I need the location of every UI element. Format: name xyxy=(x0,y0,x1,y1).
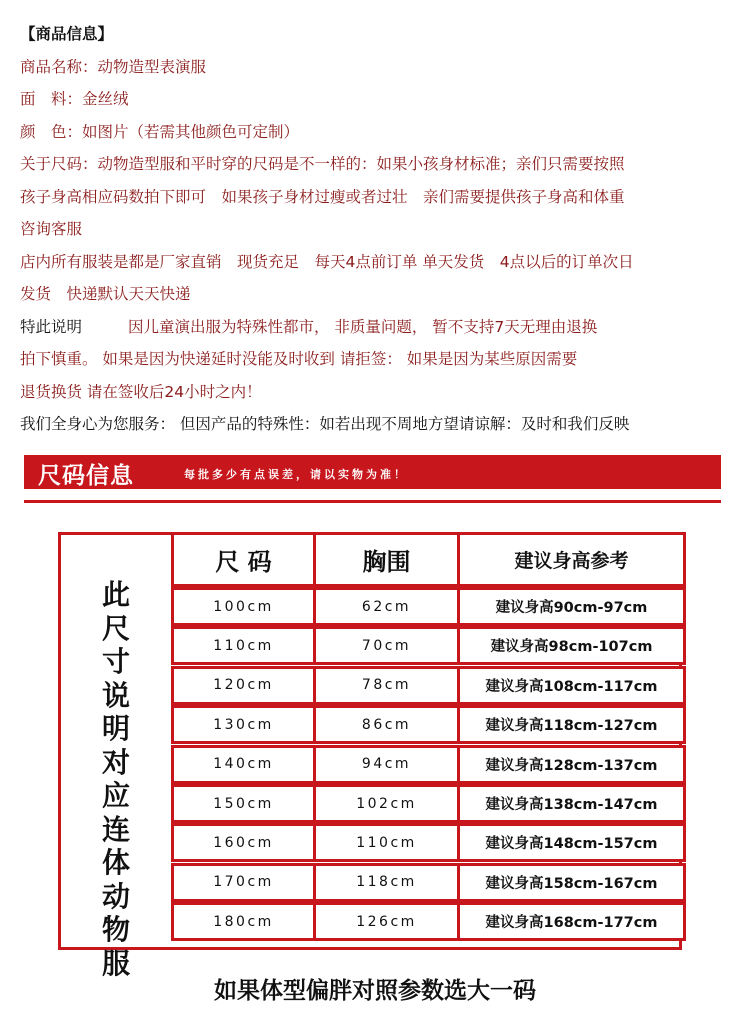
header-chest: 胸围 xyxy=(313,532,460,587)
banner-divider xyxy=(24,500,721,503)
cell-height: 建议身高108cm-117cm xyxy=(457,666,686,705)
section-title: 【商品信息】 xyxy=(20,25,114,43)
banner-title: 尺码信息 xyxy=(38,463,134,489)
special-note-line-2: 拍下慎重。 如果是因为快递延时没能及时收到 请拒签： 如果是因为某些原因需要 xyxy=(20,350,578,368)
cell-chest: 110cm xyxy=(313,823,460,862)
cell-size: 140cm xyxy=(171,745,316,784)
cell-height: 建议身高168cm-177cm xyxy=(457,902,686,941)
cell-size: 180cm xyxy=(171,902,316,941)
cell-height: 建议身高118cm-127cm xyxy=(457,705,686,744)
header-height: 建议身高参考 xyxy=(457,532,686,587)
size-info-banner xyxy=(24,455,721,489)
cell-size: 160cm xyxy=(171,823,316,862)
cell-size: 110cm xyxy=(171,626,316,665)
cell-chest: 62cm xyxy=(313,587,460,626)
cell-height: 建议身高128cm-137cm xyxy=(457,745,686,784)
cell-height: 建议身高98cm-107cm xyxy=(457,626,686,665)
cell-height: 建议身高148cm-157cm xyxy=(457,823,686,862)
cell-chest: 118cm xyxy=(313,863,460,902)
cell-chest: 78cm xyxy=(313,666,460,705)
service-note: 我们全身心为您服务： 但因产品的特殊性：如若出现不周地方望请谅解：及时和我们反映 xyxy=(20,415,630,433)
cell-height: 建议身高90cm-97cm xyxy=(457,587,686,626)
size-note-line-1: 关于尺码：动物造型服和平时穿的尺码是不一样的：如果小孩身材标准；亲们只需要按照 xyxy=(20,155,625,173)
cell-size: 150cm xyxy=(171,784,316,823)
shop-note-line-1: 店内所有服装是都是厂家直销 现货充足 每天4点前订单 单天发货 4点以后的订单次日 xyxy=(20,252,634,271)
banner-subtitle: 每批多少有点误差，请以实物为准！ xyxy=(184,468,408,481)
special-note-line-3: 退货换货 请在签收后24小时之内！ xyxy=(20,382,262,401)
special-note-line-1 xyxy=(20,311,740,344)
cell-size: 100cm xyxy=(171,587,316,626)
shop-note-line-2: 发货 快递默认天天快递 xyxy=(20,285,191,303)
product-color: 颜 色：如图片（若需其他颜色可定制） xyxy=(20,122,300,141)
header-size: 尺 码 xyxy=(171,532,316,587)
footer-note: 如果体型偏胖对照参数选大一码 xyxy=(214,978,536,1004)
product-info-section xyxy=(20,18,740,441)
cell-size: 130cm xyxy=(171,705,316,744)
cell-chest: 94cm xyxy=(313,745,460,784)
table-vertical-label: 此尺寸说明对应连体动物服 xyxy=(101,578,130,980)
cell-height: 建议身高158cm-167cm xyxy=(457,863,686,902)
product-material: 面 料：金丝绒 xyxy=(20,90,129,108)
cell-size: 170cm xyxy=(171,863,316,902)
cell-size: 120cm xyxy=(171,666,316,705)
cell-chest: 102cm xyxy=(313,784,460,823)
cell-chest: 70cm xyxy=(313,626,460,665)
product-name: 商品名称：动物造型表演服 xyxy=(20,57,207,76)
size-note-line-3: 咨询客服 xyxy=(20,220,83,238)
special-label: 特此说明 xyxy=(20,317,83,336)
cell-chest: 126cm xyxy=(313,902,460,941)
size-note-line-2: 孩子身高相应码数拍下即可 如果孩子身材过瘦或者过壮 亲们需要提供孩子身高和体重 xyxy=(20,187,625,206)
cell-chest: 86cm xyxy=(313,705,460,744)
cell-height: 建议身高138cm-147cm xyxy=(457,784,686,823)
special-text: 因儿童演出服为特殊性都市， 非质量问题， 暂不支持7天无理由退换 xyxy=(128,317,598,336)
